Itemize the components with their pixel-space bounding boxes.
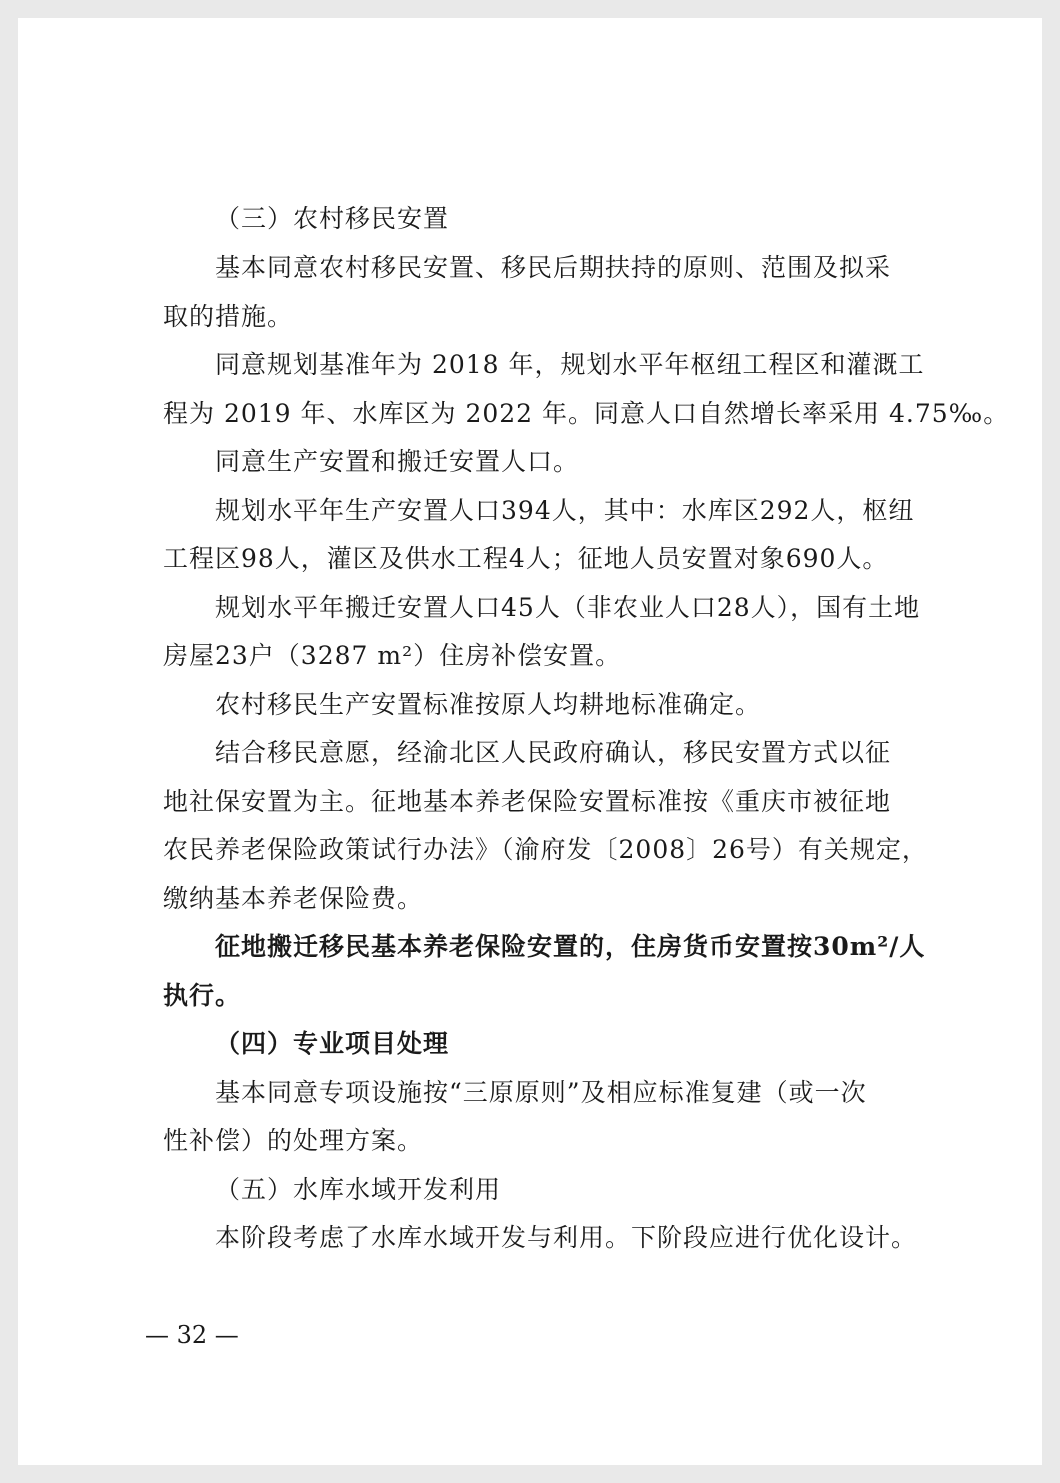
paragraph-line: 执行。 [163,981,242,1010]
page-number: — 32 — [145,1321,239,1349]
paragraph-line: 工程区98人，灌区及供水工程4人；征地人员安置对象690人。 [163,544,889,573]
paragraph-line: 程为 2019 年、水库区为 2022 年。同意人口自然增长率采用 4.75‰。 [163,399,1010,428]
paragraph-line: 结合移民意愿，经渝北区人民政府确认，移民安置方式以征 [215,738,892,767]
paragraph-line: 同意规划基准年为 2018 年，规划水平年枢纽工程区和灌溉工 [215,350,925,379]
paragraph-line: 农民养老保险政策试行办法》（渝府发〔2008〕26号）有关规定， [163,835,928,864]
section-heading-5: （五）水库水域开发利用 [215,1175,502,1204]
paragraph-line: 房屋23户（3287 m²）住房补偿安置。 [163,641,622,670]
paragraph-line: 性补偿）的处理方案。 [163,1126,424,1155]
paragraph-line: 基本同意专项设施按“三原原则”及相应标准复建（或一次 [215,1078,867,1107]
paragraph-line: 本阶段考虑了水库水域开发与利用。下阶段应进行优化设计。 [215,1223,918,1252]
paragraph-line: 征地搬迁移民基本养老保险安置的，住房货币安置按30m²/人 [215,932,926,961]
paragraph-line: 规划水平年搬迁安置人口45人（非农业人口28人），国有土地 [215,593,921,622]
section-heading-4: （四）专业项目处理 [215,1029,450,1058]
paragraph-line: 地社保安置为主。征地基本养老保险安置标准按《重庆市被征地 [163,787,892,816]
paragraph-line: 取的措施。 [163,302,294,331]
paragraph-line: 缴纳基本养老保险费。 [163,884,424,913]
paragraph-line: 同意生产安置和搬迁安置人口。 [215,447,580,476]
section-heading-3: （三）农村移民安置 [215,204,450,233]
paragraph-line: 规划水平年生产安置人口394人，其中：水库区292人，枢纽 [215,496,915,525]
paragraph-line: 农村移民生产安置标准按原人均耕地标准确定。 [215,690,762,719]
paragraph-line: 基本同意农村移民安置、移民后期扶持的原则、范围及拟采 [215,253,892,282]
